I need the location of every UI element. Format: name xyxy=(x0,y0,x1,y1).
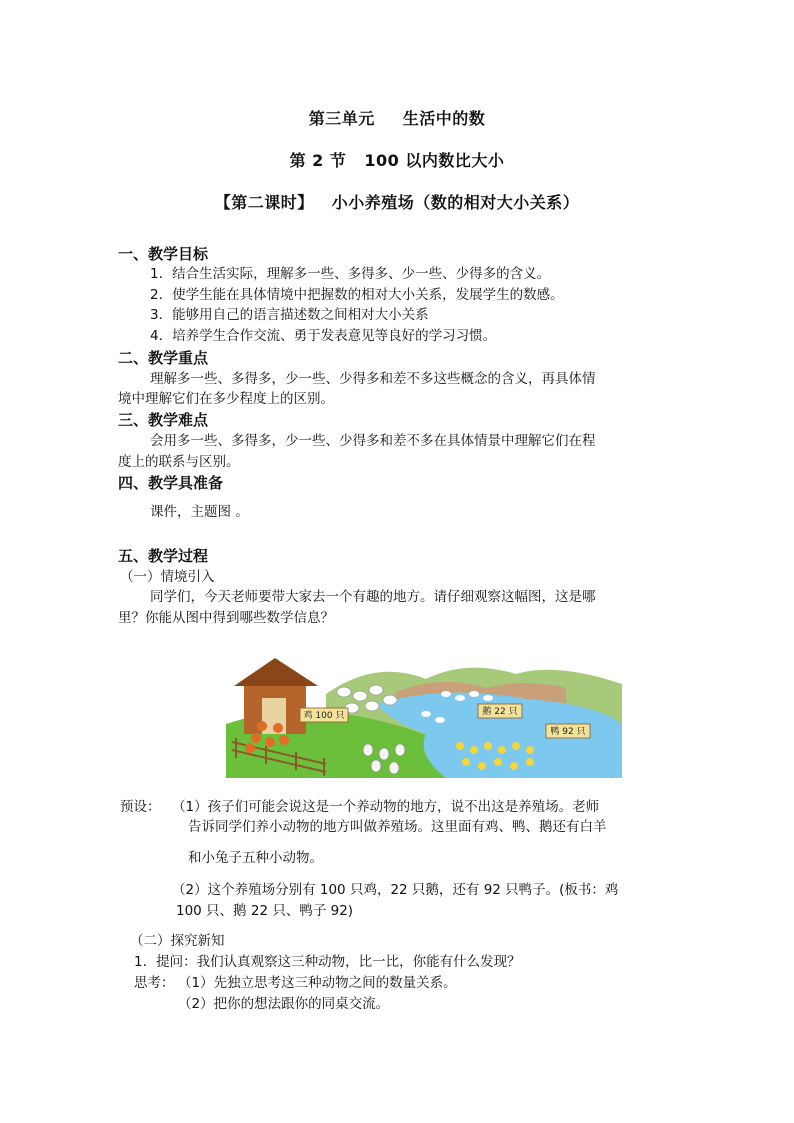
goal-item: 1．结合生活实际，理解多一些、多得多、少一些、少得多的含义。 xyxy=(150,266,551,282)
goal-item: 3．能够用自己的语言描述数之间相对大小关系 xyxy=(150,307,429,323)
unit-topic: 生活中的数 xyxy=(402,109,486,128)
think-label: 思考： xyxy=(134,975,175,991)
preset-label: 预设： xyxy=(120,799,161,815)
part1-line: 里？你能从图中得到哪些数学信息？ xyxy=(118,610,334,626)
preset2-line: （2）这个养殖场分别有 100 只鸡，22 只鹅，还有 92 只鸭子。(板书：鸡 xyxy=(172,882,619,898)
difficulty-line: 度上的联系与区别。 xyxy=(118,454,240,470)
preset1-line: （1）孩子们可能会说这是一个养动物的地方，说不出这是养殖场。老师 xyxy=(172,799,600,815)
part1-line: 同学们，今天老师要带大家去一个有趣的地方。请仔细观察这幅图，这是哪 xyxy=(150,589,596,605)
think-2: （2）把你的想法跟你的同桌交流。 xyxy=(178,996,390,1012)
sign-duck xyxy=(546,724,590,738)
sign-chicken-text: 鸡 100 只 xyxy=(303,711,345,721)
lesson-number: 【第二课时】 xyxy=(214,193,314,212)
lesson-title xyxy=(0,190,794,213)
section-title xyxy=(0,148,794,171)
focus-line: 境中理解它们在多少程度上的区别。 xyxy=(118,391,334,407)
lesson-topic: 小小养殖场（数的相对大小关系） xyxy=(331,193,580,212)
prep-heading: 四、教学具准备 xyxy=(118,474,224,492)
think-1: （1）先独立思考这三种动物之间的数量关系。 xyxy=(178,975,457,991)
preset1-line: 告诉同学们养小动物的地方叫做养殖场。这里面有鸡、鸭、鹅还有白羊 xyxy=(188,819,607,835)
part1-title: （一）情境引入 xyxy=(120,569,215,585)
sign-goose xyxy=(478,704,522,718)
goal-item: 4．培养学生合作交流、勇于发表意见等良好的学习习惯。 xyxy=(150,328,497,344)
sign-chicken xyxy=(300,708,348,722)
unit-title xyxy=(0,106,794,129)
focus-line: 理解多一些、多得多，少一些、少得多和差不多这些概念的含义，再具体情 xyxy=(150,371,596,387)
farm-illustration xyxy=(226,654,622,778)
difficulty-line: 会用多一些、多得多，少一些、少得多和差不多在具体情景中理解它们在程 xyxy=(150,433,596,449)
section-number: 第 2 节 xyxy=(289,151,347,170)
goals-heading: 一、教学目标 xyxy=(118,245,209,263)
barn-roof xyxy=(234,658,318,686)
process-heading: 五、教学过程 xyxy=(118,547,209,565)
preset1-line: 和小兔子五种小动物。 xyxy=(188,850,323,866)
difficulty-heading: 三、教学难点 xyxy=(118,411,209,429)
focus-heading: 二、教学重点 xyxy=(118,349,209,367)
part2-title: （二）探究新知 xyxy=(130,933,225,949)
preset2-line: 100 只、鹅 22 只、鸭子 92) xyxy=(176,903,354,919)
prep-text: 课件，主题图 。 xyxy=(150,504,249,520)
unit-number: 第三单元 xyxy=(308,109,375,128)
sign-duck-text: 鸭 92 只 xyxy=(550,727,586,737)
question-1: 1．提问：我们认真观察这三种动物，比一比，你能有什么发现？ xyxy=(134,954,521,970)
sign-goose-text: 鹅 22 只 xyxy=(482,707,518,717)
goal-item: 2．使学生能在具体情境中把握数的相对大小关系，发展学生的数感。 xyxy=(150,287,564,303)
section-topic: 100 以内数比大小 xyxy=(364,151,505,170)
